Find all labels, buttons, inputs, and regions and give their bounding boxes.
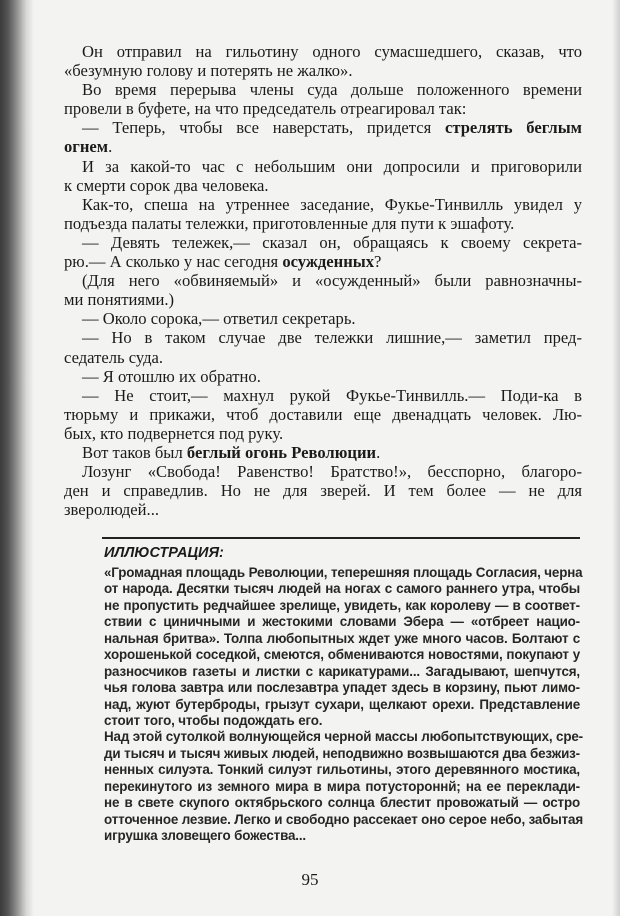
text-line <box>64 271 582 290</box>
bold-text: осужденных <box>282 252 375 272</box>
text-segment: Он отправил на гильотину одного сумасшедшего, сказав, что <box>82 42 582 61</box>
text-segment: Вот таков был <box>82 442 187 462</box>
text-segment: к смерти сорок два человека. <box>64 175 269 195</box>
text-line <box>64 214 582 233</box>
page-number: 95 <box>301 870 319 889</box>
text-segment: рю.— А сколько у нас сегодня <box>64 252 283 272</box>
text-line <box>64 42 582 61</box>
text-segment: — Не стоит,— махнул рукой Фукье-Тинвилль.— Поди-ка в <box>82 385 582 405</box>
text-segment: провели в буфете, на что председатель отреагировал так: <box>64 99 467 119</box>
text-line <box>64 233 582 252</box>
illustration-line: нальная бритва». Толпа любопытных ждет уже много часов. Болтают с <box>104 630 580 646</box>
text-line <box>64 137 582 156</box>
illustration-line: разносчиков газеты и листки с карикатурами... Загадывают, шепчутся, <box>104 663 580 679</box>
text-line <box>64 328 582 347</box>
text-line <box>64 462 582 481</box>
illustration-line: стоит того, чтобы подождать его. <box>104 712 323 728</box>
text-segment: седатель суда. <box>64 347 164 367</box>
illustration-text <box>104 565 584 844</box>
illustration-line: не пропустить редчайшее зрелище, увидеть, как королеву — в соответ- <box>104 597 580 613</box>
text-line <box>64 290 582 309</box>
text-segment: — Но в таком случае две тележки лишние,— заметил пред- <box>82 328 582 348</box>
text-segment: — Я отошлю их обратно. <box>82 366 261 386</box>
text-line <box>64 61 582 80</box>
text-segment: Лозунг «Свобода! Равенство! Братство!», бесспорно, благоро- <box>82 462 582 482</box>
text-segment: — Теперь, чтобы все наверстать, придется <box>82 118 445 138</box>
illustration-line: ненных силуэта. Тонкий силуэт гильотины, этого деревянного мостика, <box>104 762 580 778</box>
text-segment: «безумную голову и потерять не жалко». <box>64 61 353 81</box>
text-line <box>64 195 582 214</box>
illustration-line: ди тысяч и тысяч живых людей, неподвижно возвышаются два безжиз- <box>104 745 580 761</box>
text-line <box>64 405 582 424</box>
text-segment: тюрьму и прикажи, чтоб доставили еще двенадцать человек. Лю- <box>64 404 582 424</box>
illustration-line: отточенное лезвие. Легко и свободно рассекает оно серое небо, забытая <box>104 811 584 827</box>
text-line <box>64 443 582 462</box>
text-segment: подъезда палаты тележки, приготовленные для пути к эшафоту. <box>64 213 515 233</box>
section-divider <box>102 537 580 539</box>
illustration-line: «Громадная площадь Революции, теперешняя площадь Согласия, черна <box>104 565 583 580</box>
text-segment: — Около сорока,— ответил секретарь. <box>82 309 356 329</box>
text-segment: бых, кто подвернется под руку. <box>64 423 284 443</box>
illustration-line: над, жуют бутерброды, грызут сухари, щелкают орехи. Представление <box>104 696 580 712</box>
illustration-line: ствии с циничными и жестокими словами Эбера — «отбреет нацио- <box>104 614 580 630</box>
text-line <box>64 424 582 443</box>
text-segment: И за какой-то час с небольшим они допросили и приговорили <box>82 156 582 176</box>
illustration-line: от народа. Десятки тысяч людей на ногах с самого раннего утра, чтобы <box>104 581 580 597</box>
text-segment: . <box>376 442 381 462</box>
book-spine-shadow <box>0 0 34 916</box>
main-text <box>64 42 582 519</box>
text-line <box>64 500 582 519</box>
text-segment: . <box>108 137 113 157</box>
text-segment: Как-то, спеша на утреннее заседание, Фукье-Тинвилль увидел у <box>82 194 582 214</box>
text-segment: ? <box>374 252 382 272</box>
text-segment: (Для него «обвиняемый» и «осужденный» были равнозначны- <box>82 271 582 291</box>
text-line <box>64 176 582 195</box>
illustration-line: перекинутого из земного мира в мира потустороннй; на ее переклади- <box>104 778 580 794</box>
text-line <box>64 386 582 405</box>
text-segment: — Девять тележек,— сказал он, обращаясь к своему секрета- <box>82 232 582 252</box>
text-line <box>64 348 582 367</box>
illustration-line: не в свете скупого октябрьского солнца блестит провожатый — остро <box>104 795 580 811</box>
text-line <box>64 309 582 328</box>
illustration-heading: ИЛЛЮСТРАЦИЯ: <box>104 545 224 561</box>
text-segment: ден и справедлив. Но не для зверей. И тем более — не для <box>64 481 582 501</box>
bold-text: стрелять беглым <box>444 118 582 138</box>
text-line <box>64 118 582 137</box>
bold-text: беглый огонь Революции <box>186 442 377 462</box>
illustration-line: хорошенькой соседкой, смеются, обмениваются новостями, покупают у <box>104 647 580 663</box>
text-line <box>64 252 582 271</box>
bold-text: огнем <box>64 137 109 157</box>
illustration-line: чья голова завтра или послезавтра упадет здесь в корзину, пьют лимо- <box>104 680 580 696</box>
illustration-line: Над этой сутолкой волнующейся черной массы любопытствующих, сре- <box>104 729 583 745</box>
illustration-line: игрушка зловещего божества... <box>104 828 307 843</box>
text-segment: зверолюдей... <box>64 500 160 520</box>
text-segment: Во время перерыва члены суда дольше положенного времени <box>82 80 582 100</box>
text-line <box>64 157 582 176</box>
page-edge-shadow <box>612 0 620 916</box>
text-segment: ми понятиями.) <box>64 290 175 310</box>
text-line <box>64 80 582 99</box>
text-line <box>64 481 582 500</box>
text-line <box>64 99 582 118</box>
illustration-box <box>104 544 584 844</box>
text-line <box>64 367 582 386</box>
